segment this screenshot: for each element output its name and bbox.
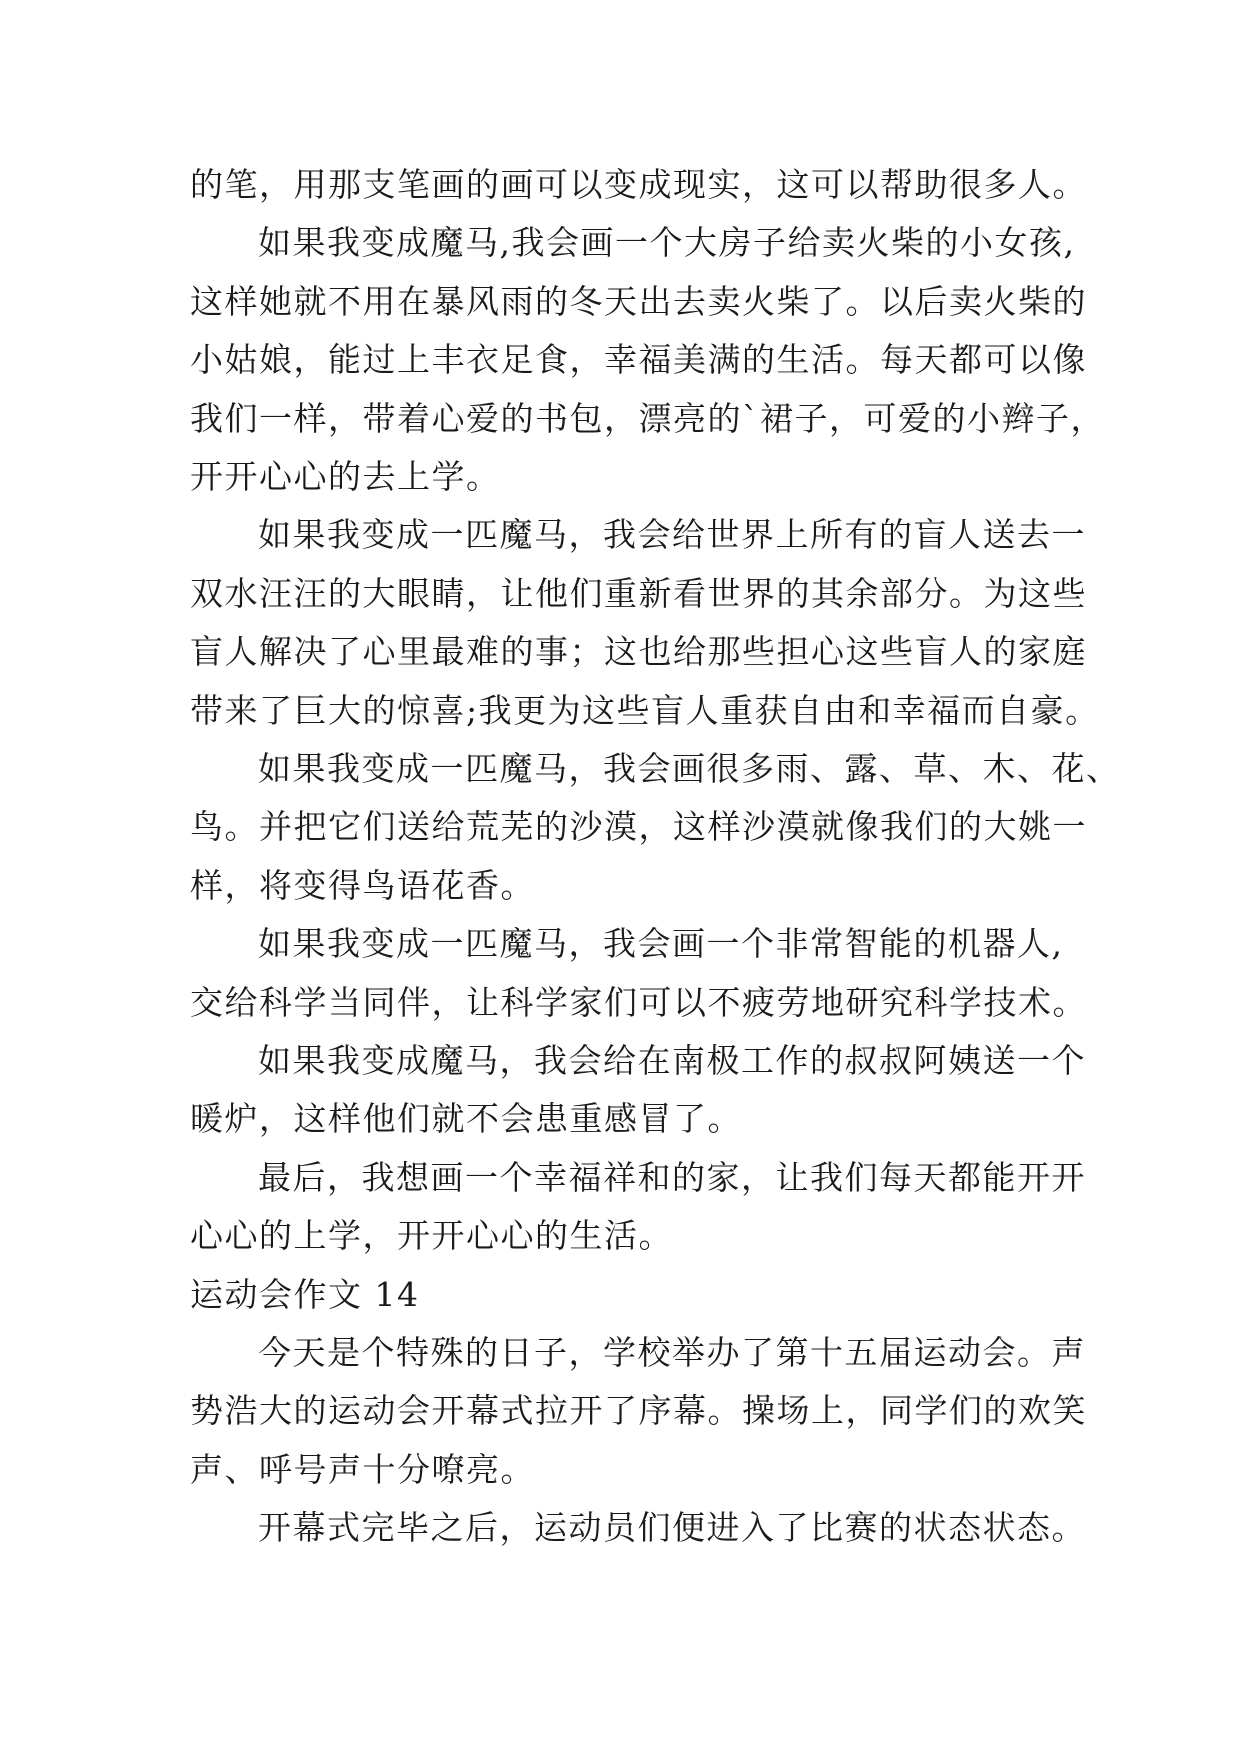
paragraph-start-line: 如果我变成一匹魔马，我会画很多雨、露、草、木、花、	[258, 749, 1121, 788]
text-line: 交给科学当同伴，让科学家们可以不疲劳地研究科学技术。	[190, 983, 1087, 1022]
paragraph-start-line: 今天是个特殊的日子，学校举办了第十五届运动会。声	[258, 1333, 1086, 1372]
paragraph-start-line: 如果我变成魔马,我会画一个大房子给卖火柴的小女孩,	[258, 223, 1076, 262]
paragraph-start-line: 如果我变成魔马，我会给在南极工作的叔叔阿姨送一个	[258, 1041, 1086, 1080]
text-line: 暖炉，这样他们就不会患重感冒了。	[190, 1099, 742, 1138]
text-line: 的笔，用那支笔画的画可以变成现实，这可以帮助很多人。	[190, 165, 1087, 204]
text-line: 心心的上学，开开心心的生活。	[190, 1216, 673, 1255]
text-line: 样，将变得鸟语花香。	[190, 866, 535, 905]
section-title: 运动会作文 14	[190, 1275, 420, 1314]
text-line: 盲人解决了心里最难的事；这也给那些担心这些盲人的家庭	[190, 632, 1087, 671]
text-line: 鸟。并把它们送给荒芜的沙漠，这样沙漠就像我们的大姚一	[190, 807, 1087, 846]
paragraph-start-line: 最后，我想画一个幸福祥和的家，让我们每天都能开开	[258, 1158, 1086, 1197]
text-line: 带来了巨大的惊喜;我更为这些盲人重获自由和幸福而自豪。	[190, 691, 1100, 730]
text-line: 双水汪汪的大眼睛，让他们重新看世界的其余部分。为这些	[190, 574, 1087, 613]
text-line: 这样她就不用在暴风雨的冬天出去卖火柴了。以后卖火柴的	[190, 282, 1087, 321]
text-line: 开开心心的去上学。	[190, 457, 501, 496]
text-line: 小姑娘，能过上丰衣足食，幸福美满的生活。每天都可以像	[190, 340, 1087, 379]
text-line: 我们一样，带着心爱的书包，漂亮的`裙子，可爱的小辫子，	[190, 399, 1105, 438]
paragraph-start-line: 如果我变成一匹魔马，我会给世界上所有的盲人送去一	[258, 515, 1086, 554]
text-line: 声、呼号声十分嘹亮。	[190, 1450, 535, 1489]
paragraph-start-line: 开幕式完毕之后，运动员们便进入了比赛的状态状态。	[258, 1508, 1086, 1547]
text-line: 势浩大的运动会开幕式拉开了序幕。操场上，同学们的欢笑	[190, 1391, 1087, 1430]
paragraph-start-line: 如果我变成一匹魔马，我会画一个非常智能的机器人,	[258, 924, 1064, 963]
